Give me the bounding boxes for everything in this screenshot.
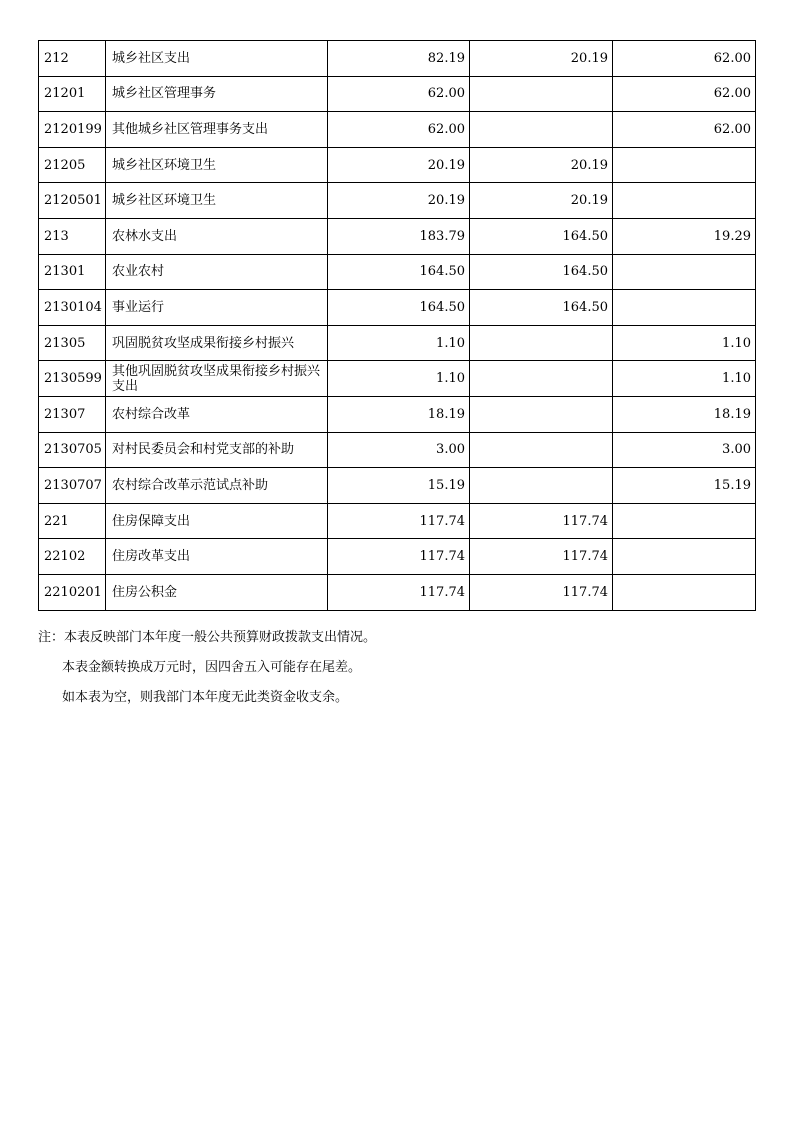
subject-code-cell: 21205 [39, 147, 106, 183]
subject-code-cell: 21301 [39, 254, 106, 290]
total-amount-cell: 164.50 [328, 254, 470, 290]
subject-name-cell: 住房改革支出 [106, 539, 328, 575]
basic-expenditure-cell [470, 325, 613, 361]
subject-code-cell: 21201 [39, 76, 106, 112]
total-amount-cell: 20.19 [328, 147, 470, 183]
project-expenditure-cell: 15.19 [613, 468, 756, 504]
subject-name-cell: 对村民委员会和村党支部的补助 [106, 432, 328, 468]
table-row [39, 574, 756, 610]
project-expenditure-cell: 3.00 [613, 432, 756, 468]
subject-name-cell: 城乡社区环境卫生 [106, 183, 328, 219]
total-amount-cell: 183.79 [328, 218, 470, 254]
subject-code-cell: 212 [39, 41, 106, 77]
total-amount-cell: 117.74 [328, 574, 470, 610]
subject-name-cell: 农村综合改革示范试点补助 [106, 468, 328, 504]
basic-expenditure-cell [470, 396, 613, 432]
subject-code-cell: 2130104 [39, 290, 106, 326]
budget-expenditure-table [38, 40, 756, 611]
basic-expenditure-cell [470, 432, 613, 468]
table-row [39, 290, 756, 326]
total-amount-cell: 117.74 [328, 503, 470, 539]
table-row [39, 432, 756, 468]
note-line-1: 注：本表反映部门本年度一般公共预算财政拨款支出情况。 [38, 630, 377, 645]
table-row [39, 76, 756, 112]
table-row [39, 396, 756, 432]
subject-name-cell: 农业农村 [106, 254, 328, 290]
project-expenditure-cell [613, 539, 756, 575]
project-expenditure-cell: 62.00 [613, 76, 756, 112]
subject-name-cell: 巩固脱贫攻坚成果衔接乡村振兴 [106, 325, 328, 361]
table-row [39, 112, 756, 148]
project-expenditure-cell [613, 254, 756, 290]
project-expenditure-cell [613, 574, 756, 610]
table-row [39, 468, 756, 504]
total-amount-cell: 18.19 [328, 396, 470, 432]
table-row [39, 147, 756, 183]
table-row [39, 325, 756, 361]
subject-name-cell: 住房保障支出 [106, 503, 328, 539]
project-expenditure-cell [613, 290, 756, 326]
table-row [39, 539, 756, 575]
subject-code-cell: 21305 [39, 325, 106, 361]
subject-name-cell: 农村综合改革 [106, 396, 328, 432]
basic-expenditure-cell: 164.50 [470, 218, 613, 254]
subject-code-cell: 213 [39, 218, 106, 254]
subject-code-cell: 2130705 [39, 432, 106, 468]
basic-expenditure-cell [470, 76, 613, 112]
subject-name-cell: 城乡社区支出 [106, 41, 328, 77]
note-line-2: 本表金额转换成万元时，因四舍五入可能存在尾差。 [62, 660, 362, 675]
table-row [39, 503, 756, 539]
basic-expenditure-cell [470, 112, 613, 148]
table-row [39, 361, 756, 397]
project-expenditure-cell [613, 503, 756, 539]
project-expenditure-cell [613, 183, 756, 219]
basic-expenditure-cell: 164.50 [470, 290, 613, 326]
subject-code-cell: 22102 [39, 539, 106, 575]
subject-code-cell: 221 [39, 503, 106, 539]
subject-code-cell: 21307 [39, 396, 106, 432]
total-amount-cell: 15.19 [328, 468, 470, 504]
table-row [39, 218, 756, 254]
table-notes [38, 630, 376, 720]
project-expenditure-cell: 19.29 [613, 218, 756, 254]
subject-name-cell: 城乡社区管理事务 [106, 76, 328, 112]
subject-name-cell: 其他城乡社区管理事务支出 [106, 112, 328, 148]
total-amount-cell: 3.00 [328, 432, 470, 468]
subject-code-cell: 2120199 [39, 112, 106, 148]
project-expenditure-cell: 1.10 [613, 325, 756, 361]
subject-name-cell: 事业运行 [106, 290, 328, 326]
basic-expenditure-cell: 117.74 [470, 503, 613, 539]
basic-expenditure-cell: 20.19 [470, 183, 613, 219]
subject-name-cell: 住房公积金 [106, 574, 328, 610]
table-row [39, 183, 756, 219]
project-expenditure-cell [613, 147, 756, 183]
basic-expenditure-cell: 117.74 [470, 539, 613, 575]
project-expenditure-cell: 62.00 [613, 112, 756, 148]
table-row [39, 254, 756, 290]
table-row [39, 41, 756, 77]
project-expenditure-cell: 62.00 [613, 41, 756, 77]
basic-expenditure-cell: 20.19 [470, 41, 613, 77]
total-amount-cell: 1.10 [328, 325, 470, 361]
subject-name-cell: 农林水支出 [106, 218, 328, 254]
basic-expenditure-cell [470, 361, 613, 397]
total-amount-cell: 164.50 [328, 290, 470, 326]
project-expenditure-cell: 1.10 [613, 361, 756, 397]
total-amount-cell: 1.10 [328, 361, 470, 397]
subject-code-cell: 2210201 [39, 574, 106, 610]
basic-expenditure-cell: 20.19 [470, 147, 613, 183]
note-line-3: 如本表为空，则我部门本年度无此类资金收支余。 [62, 690, 349, 705]
total-amount-cell: 20.19 [328, 183, 470, 219]
total-amount-cell: 82.19 [328, 41, 470, 77]
subject-name-cell: 其他巩固脱贫攻坚成果衔接乡村振兴支出 [106, 361, 328, 397]
basic-expenditure-cell: 117.74 [470, 574, 613, 610]
total-amount-cell: 117.74 [328, 539, 470, 575]
subject-code-cell: 2130599 [39, 361, 106, 397]
subject-code-cell: 2120501 [39, 183, 106, 219]
subject-code-cell: 2130707 [39, 468, 106, 504]
table-body [39, 41, 756, 611]
total-amount-cell: 62.00 [328, 76, 470, 112]
total-amount-cell: 62.00 [328, 112, 470, 148]
subject-name-cell: 城乡社区环境卫生 [106, 147, 328, 183]
basic-expenditure-cell: 164.50 [470, 254, 613, 290]
project-expenditure-cell: 18.19 [613, 396, 756, 432]
basic-expenditure-cell [470, 468, 613, 504]
